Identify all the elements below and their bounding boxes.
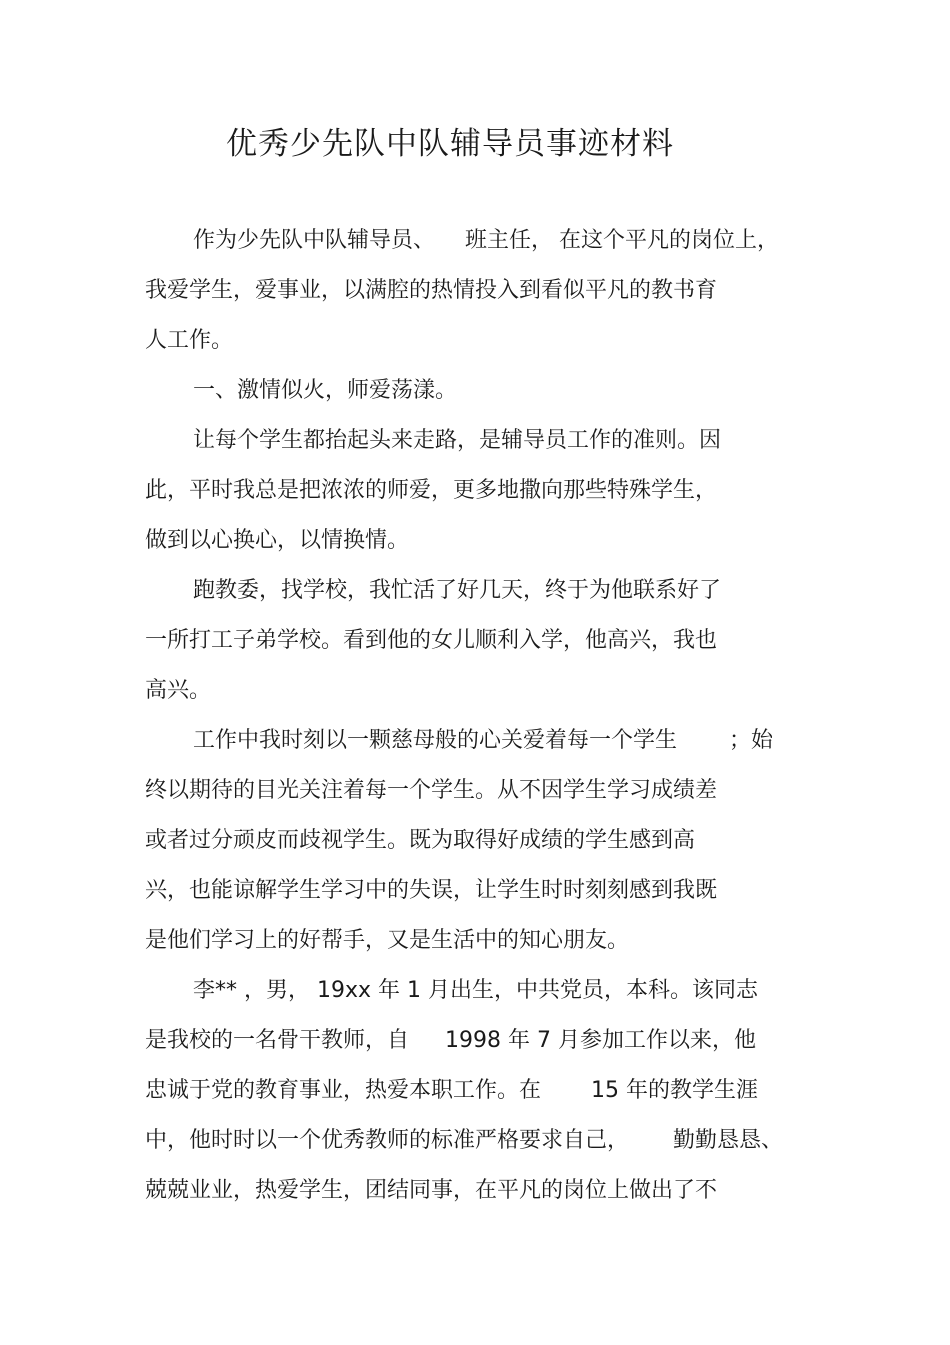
document-title: 优秀少先队中队辅导员事迹材料 [226,126,674,162]
paragraph-line: 兢兢业业，热爱学生，团结同事，在平凡的岗位上做出了不 [145,1178,718,1203]
paragraph-line [193,726,773,756]
text-segment: 忠诚于党的教育事业，热爱本职工作。在 [145,1078,542,1103]
paragraph-line: 兴，也能谅解学生学习中的失误，让学生时时刻刻感到我既 [145,878,718,903]
section-heading: 一、激情似火，师爱荡漾。 [193,378,458,403]
paragraph-line [145,1026,756,1056]
paragraph-line [193,226,779,256]
paragraph-line: 终以期待的目光关注着每一个学生。从不因学生学习成绩差 [145,778,718,803]
text-segment: 1998 年 7 月参加工作以来，他 [445,1028,756,1053]
paragraph-line [145,1076,758,1106]
text-segment: ；始 [729,728,774,753]
paragraph-line: 我爱学生，爱事业，以满腔的热情投入到看似平凡的教书育 [145,278,718,303]
paragraph-line: 李** ，男， 19xx 年 1 月出生，中共党员，本科。该同志 [193,978,758,1003]
paragraph-line: 一所打工子弟学校。看到他的女儿顺利入学，他高兴，我也 [145,628,718,653]
text-segment: 作为少先队中队辅导员、 [193,228,436,253]
text-segment: 15 年的教学生涯 [591,1078,759,1103]
paragraph-line: 人工作。 [145,328,234,353]
paragraph-line: 是他们学习上的好帮手，又是生活中的知心朋友。 [145,928,630,953]
text-segment: 工作中我时刻以一颗慈母般的心关爱着每一个学生 [193,728,678,753]
paragraph-line: 做到以心换心，以情换情。 [145,528,410,553]
paragraph-line: 让每个学生都抬起头来走路，是辅导员工作的准则。因 [193,428,722,453]
text-segment: 班主任， [465,228,554,253]
paragraph-line: 跑教委，找学校，我忙活了好几天，终于为他联系好了 [193,578,722,603]
paragraph-line: 此，平时我总是把浓浓的师爱，更多地撒向那些特殊学生， [145,478,718,503]
text-segment: 勤勤恳恳、 [673,1128,784,1153]
text-segment: 中，他时时以一个优秀教师的标准严格要求自己， [145,1128,630,1153]
text-segment: 在这个平凡的岗位上， [559,228,780,253]
paragraph-line: 或者过分顽皮而歧视学生。既为取得好成绩的学生感到高 [145,828,696,853]
paragraph-line: 高兴。 [145,678,212,703]
text-segment: 是我校的一名骨干教师，自 [145,1028,410,1053]
paragraph-line [145,1126,783,1156]
